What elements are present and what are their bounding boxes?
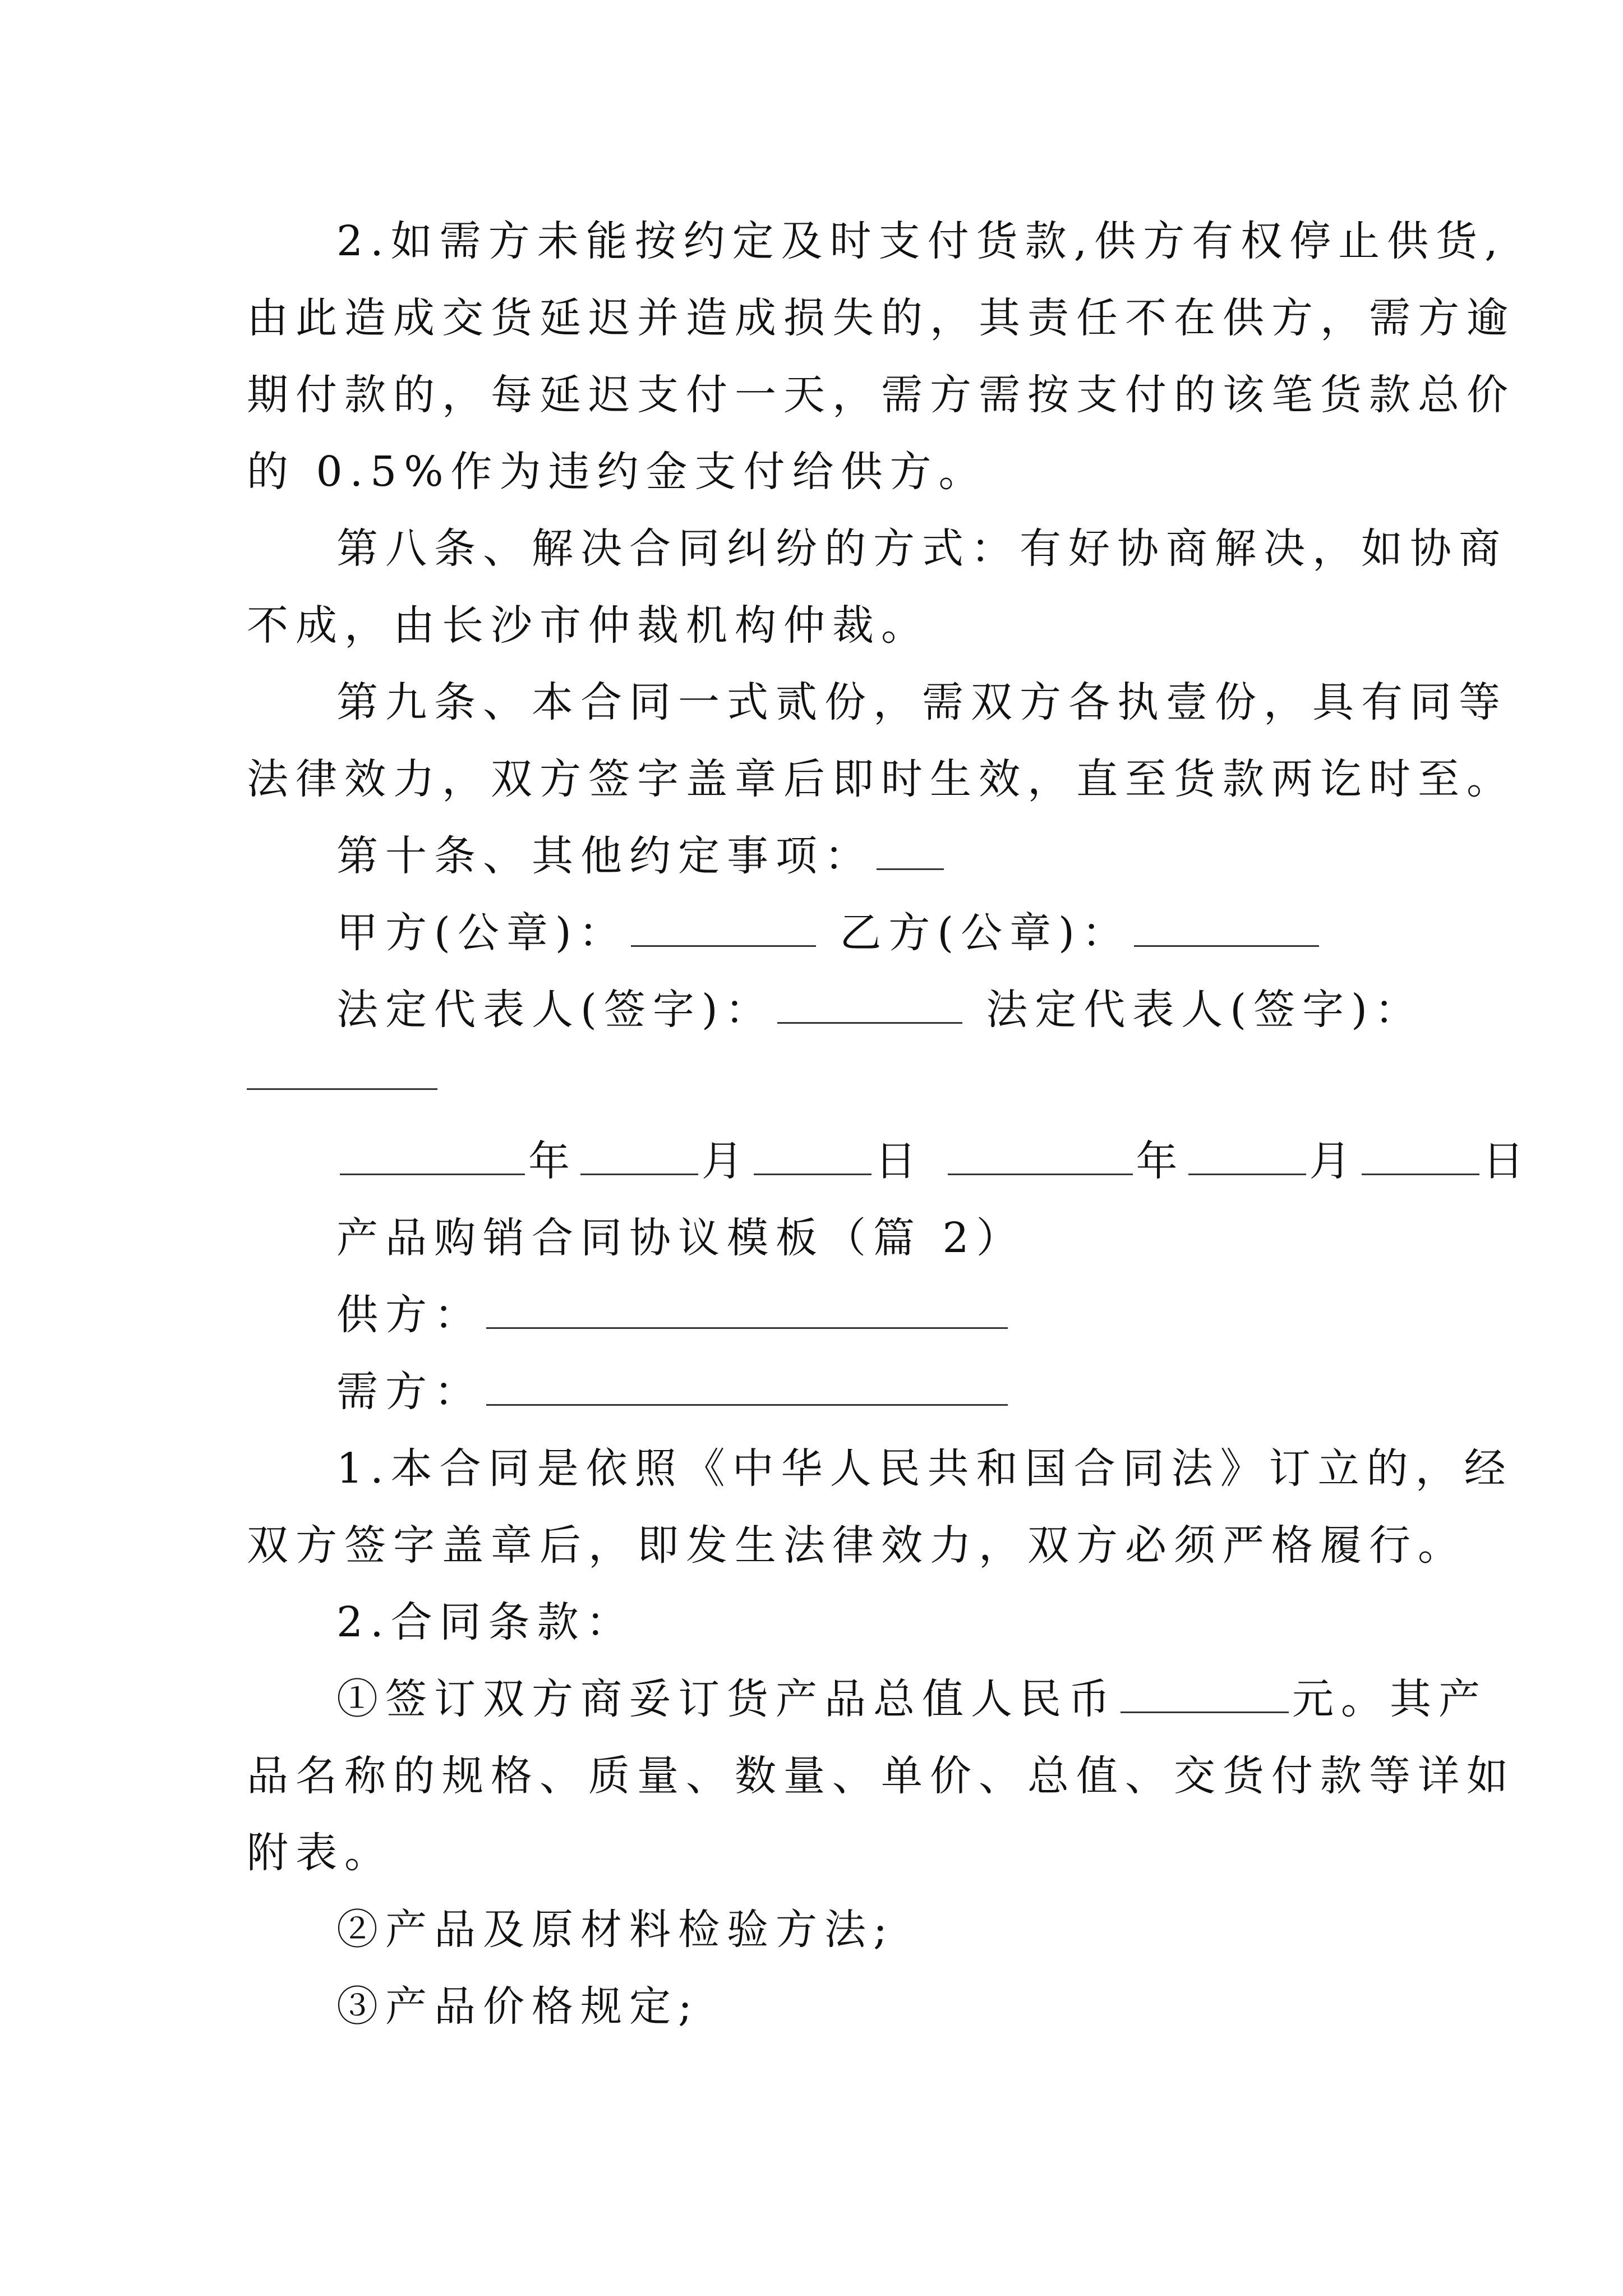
paragraph-line: 期付款的，每延迟支付一天，需方需按支付的该笔货款总价 bbox=[247, 371, 1515, 419]
month-label: 月 bbox=[1309, 1137, 1358, 1185]
paragraph-line: 法律效力，双方签字盖章后即时生效，直至货款两讫时至。 bbox=[247, 755, 1515, 803]
legal-rep-a-label: 法定代表人(签字)： bbox=[336, 986, 774, 1034]
day-blank bbox=[1362, 1134, 1479, 1175]
clause-1-line: 1.本合同是依照《中华人民共和国合同法》订立的，经 bbox=[336, 1444, 1513, 1493]
article-8-line: 第八条、解决合同纠纷的方式：有好协商解决，如协商 bbox=[336, 524, 1507, 573]
article-10-line bbox=[336, 828, 947, 884]
clause-2a-text-tail: 元。其产 bbox=[1292, 1675, 1487, 1723]
clause-2c-line: ③产品价格规定; bbox=[336, 1982, 699, 2031]
supplier-line bbox=[336, 1287, 1011, 1343]
year-blank bbox=[340, 1134, 525, 1175]
paragraph-line: 的 0.5%作为违约金支付给供方。 bbox=[247, 448, 988, 496]
paragraph-line: 附表。 bbox=[247, 1829, 393, 1877]
section-title: 产品购销合同协议模板（篇 2） bbox=[336, 1214, 1025, 1262]
legal-rep-b-blank bbox=[247, 1088, 437, 1090]
legal-rep-line bbox=[336, 982, 1423, 1038]
buyer-blank bbox=[486, 1365, 1008, 1406]
paragraph-line: 双方签字盖章后，即发生法律效力，双方必须严格履行。 bbox=[247, 1521, 1467, 1570]
article-9-line: 第九条、本合同一式贰份，需双方各执壹份，具有同等 bbox=[336, 678, 1507, 726]
day-label: 日 bbox=[1482, 1137, 1532, 1185]
paragraph-line: 2.如需方未能按约定及时支付货款,供方有权停止供货, bbox=[336, 217, 1505, 265]
month-blank bbox=[1188, 1134, 1306, 1175]
clause-2-heading: 2.合同条款： bbox=[336, 1598, 635, 1646]
month-label: 月 bbox=[702, 1137, 750, 1185]
clause-2b-line: ②产品及原材料检验方法; bbox=[336, 1906, 895, 1954]
party-b-seal-label: 乙方(公章)： bbox=[840, 909, 1131, 957]
legal-rep-a-blank bbox=[777, 983, 962, 1024]
year-label: 年 bbox=[528, 1137, 577, 1185]
party-a-seal-label: 甲方(公章)： bbox=[336, 909, 628, 957]
buyer-label: 需方： bbox=[336, 1368, 483, 1416]
party-b-seal-blank bbox=[1134, 906, 1319, 947]
supplier-blank bbox=[486, 1288, 1008, 1329]
other-terms-blank bbox=[877, 829, 944, 870]
article-10-label: 第十条、其他约定事项： bbox=[336, 832, 873, 880]
month-blank bbox=[580, 1134, 698, 1175]
clause-2a-text: ①签订双方商妥订货产品总值人民币 bbox=[336, 1675, 1117, 1723]
total-value-blank bbox=[1121, 1672, 1289, 1713]
year-label: 年 bbox=[1136, 1137, 1185, 1185]
paragraph-line: 由此造成交货延迟并造成损失的，其责任不在供方，需方逾 bbox=[247, 294, 1515, 342]
day-blank bbox=[754, 1134, 872, 1175]
paragraph-line: 不成，由长沙市仲裁机构仲裁。 bbox=[247, 601, 930, 650]
paragraph-line: 品名称的规格、质量、数量、单价、总值、交货付款等详如 bbox=[247, 1752, 1515, 1800]
clause-2a-line bbox=[336, 1671, 1487, 1727]
party-seal-line bbox=[336, 905, 1322, 961]
day-label: 日 bbox=[875, 1137, 924, 1185]
supplier-label: 供方： bbox=[336, 1291, 483, 1339]
legal-rep-b-label: 法定代表人(签字)： bbox=[986, 986, 1424, 1034]
year-blank bbox=[948, 1134, 1133, 1175]
party-a-seal-blank bbox=[631, 906, 816, 947]
date-line bbox=[336, 1133, 1532, 1189]
buyer-line bbox=[336, 1364, 1011, 1420]
